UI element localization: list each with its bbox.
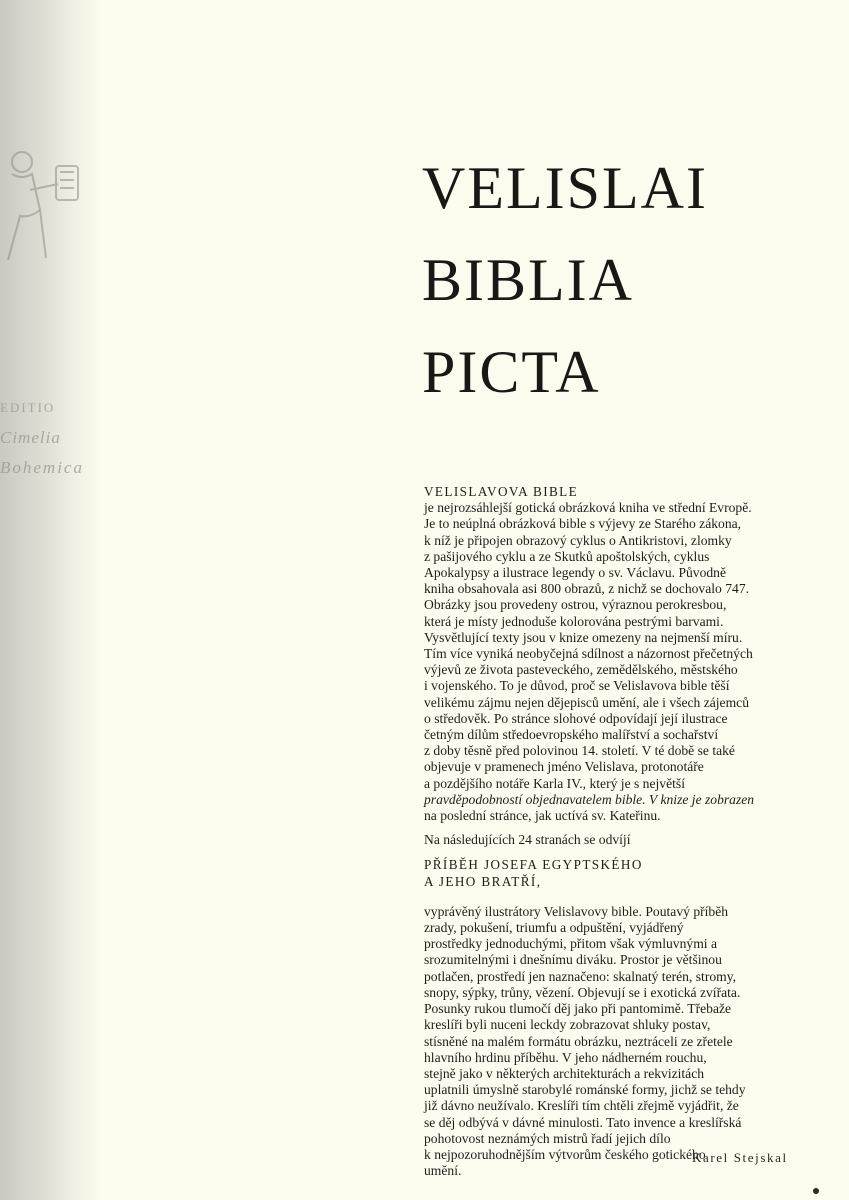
text-line: stejně jako v některých architekturách a rekvizitách <box>424 1065 705 1081</box>
text-line: srozumitelnými i dnešnímu diváku. Prostor je většinou <box>424 952 722 968</box>
text-line: Tím více vyniká neobyčejná sdílnost a názornost přečetných <box>424 646 753 662</box>
text-line: se děj odbývá v dávné minulosti. Tato invence a kreslířská <box>424 1114 742 1130</box>
title-line-1: VELISLAI <box>422 155 708 221</box>
page-title <box>422 142 708 418</box>
text-line: vyprávěný ilustrátory Velislavovy bible. Poutavý příběh <box>424 903 729 919</box>
text-line: pohotovost neznámých mistrů řadí jejich dílo <box>424 1130 671 1146</box>
section1-paragraph <box>424 500 814 824</box>
text-line: a pozdějšího notáře Karla IV., který je s největší <box>424 775 685 791</box>
text-line: četným dílům středoevropského malířství a sochařství <box>424 727 719 743</box>
section-heading-josef <box>424 857 814 889</box>
text-line: stísněné na malém formátu obrázku, neztráceli ze zřetele <box>424 1033 733 1049</box>
heading-line: PŘÍBĚH JOSEFA EGYPTSKÉHO <box>424 857 643 873</box>
text-line: z pašijového cyklu a ze Skutků apoštolských, cyklus <box>424 548 710 564</box>
left-page-fragment-1: EDITIO <box>0 400 56 415</box>
text-line: potlačen, prostředí jen naznačeno: skalnatý terén, stromy, <box>424 968 737 984</box>
section2-paragraph <box>424 904 814 1179</box>
heading-line: A JEHO BRATŘÍ, <box>424 873 542 889</box>
text-line: k níž je připojen obrazový cyklus o Antikristovi, zlomky <box>424 532 732 548</box>
text-line: Posunky rukou tlumočí děj jako při pantomimě. Třebaže <box>424 1001 732 1017</box>
text-line: o středověk. Po stránce slohové odpovídají její ilustrace <box>424 710 728 726</box>
text-line: Vysvětlující texty jsou v knize omezeny na nejmenší míru. <box>424 629 743 645</box>
text-line: zrady, pokušení, triumfu a odpuštění, vyjádřený <box>424 920 684 936</box>
author-signature: Karel Stejskal <box>692 1150 788 1165</box>
italic-text-line: pravděpodobností objednavatelem bible. V knize je zobrazen <box>424 791 755 807</box>
text-line: z doby těsně před polovinou 14. století. V té době se také <box>424 743 735 759</box>
text-line: kniha obsahovala asi 800 obrazů, z nichž se dochovalo 747. <box>424 581 750 597</box>
text-line: kreslíři byli nuceni leckdy zobrazovat shluky postav, <box>424 1017 711 1033</box>
text-line: je nejrozsáhlejší gotická obrázková kniha ve střední Evropě. <box>424 500 752 516</box>
statue-figure-icon <box>0 140 90 270</box>
text-line: objevuje v pramenech jméno Velislava, protonotáře <box>424 759 704 775</box>
section-heading-velislavova: VELISLAVOVA BIBLE <box>424 484 579 499</box>
text-line: i vojenského. To je důvod, proč se Velislavova bible těší <box>424 678 730 694</box>
title-line-3: PICTA <box>422 339 601 405</box>
text-line: která je místy jednoduše kolorována pestrými barvami. <box>424 613 724 629</box>
text-line: Apokalypsy a ilustrace legendy o sv. Václavu. Původně <box>424 565 727 581</box>
text-line: hlavního hrdinu příběhu. V jeho nádherném rouchu, <box>424 1049 707 1065</box>
text-line: prostředky jednoduchými, přitom však výmluvnými a <box>424 936 717 952</box>
text-line: snopy, sýpky, trůny, vězení. Objevují se i exotická zvířata. <box>424 984 741 1000</box>
text-line: na poslední stránce, jak uctívá sv. Kateřinu. <box>424 808 661 824</box>
page-dot <box>813 1188 819 1194</box>
article-body <box>424 484 814 1179</box>
text-line: uplatnili úmyslně starobylé románské formy, jichž se tehdy <box>424 1082 746 1098</box>
text-line: již dávno neužívalo. Kreslíři tím chtěli zřejmě vyjádřit, že <box>424 1098 739 1114</box>
left-page-fragment-2: Cimelia <box>0 428 61 447</box>
text-line: výjevů ze života pasteveckého, zemědělského, městského <box>424 662 738 678</box>
intro-line: Na následujících 24 stranách se odvíjí <box>424 832 631 848</box>
text-line: umění. <box>424 1163 462 1179</box>
text-line: Obrázky jsou provedeny ostrou, výraznou perokresbou, <box>424 597 727 613</box>
left-page-fragment-3: Bohemica <box>0 458 84 477</box>
title-line-2: BIBLIA <box>422 247 634 313</box>
text-line: velikému zájmu nejen dějepisců umění, ale i všech zájemců <box>424 694 749 710</box>
text-line: Je to neúplná obrázková bible s výjevy ze Starého zákona, <box>424 516 742 532</box>
text-line: k nejpozoruhodnějším výtvorům českého gotického <box>424 1146 706 1162</box>
